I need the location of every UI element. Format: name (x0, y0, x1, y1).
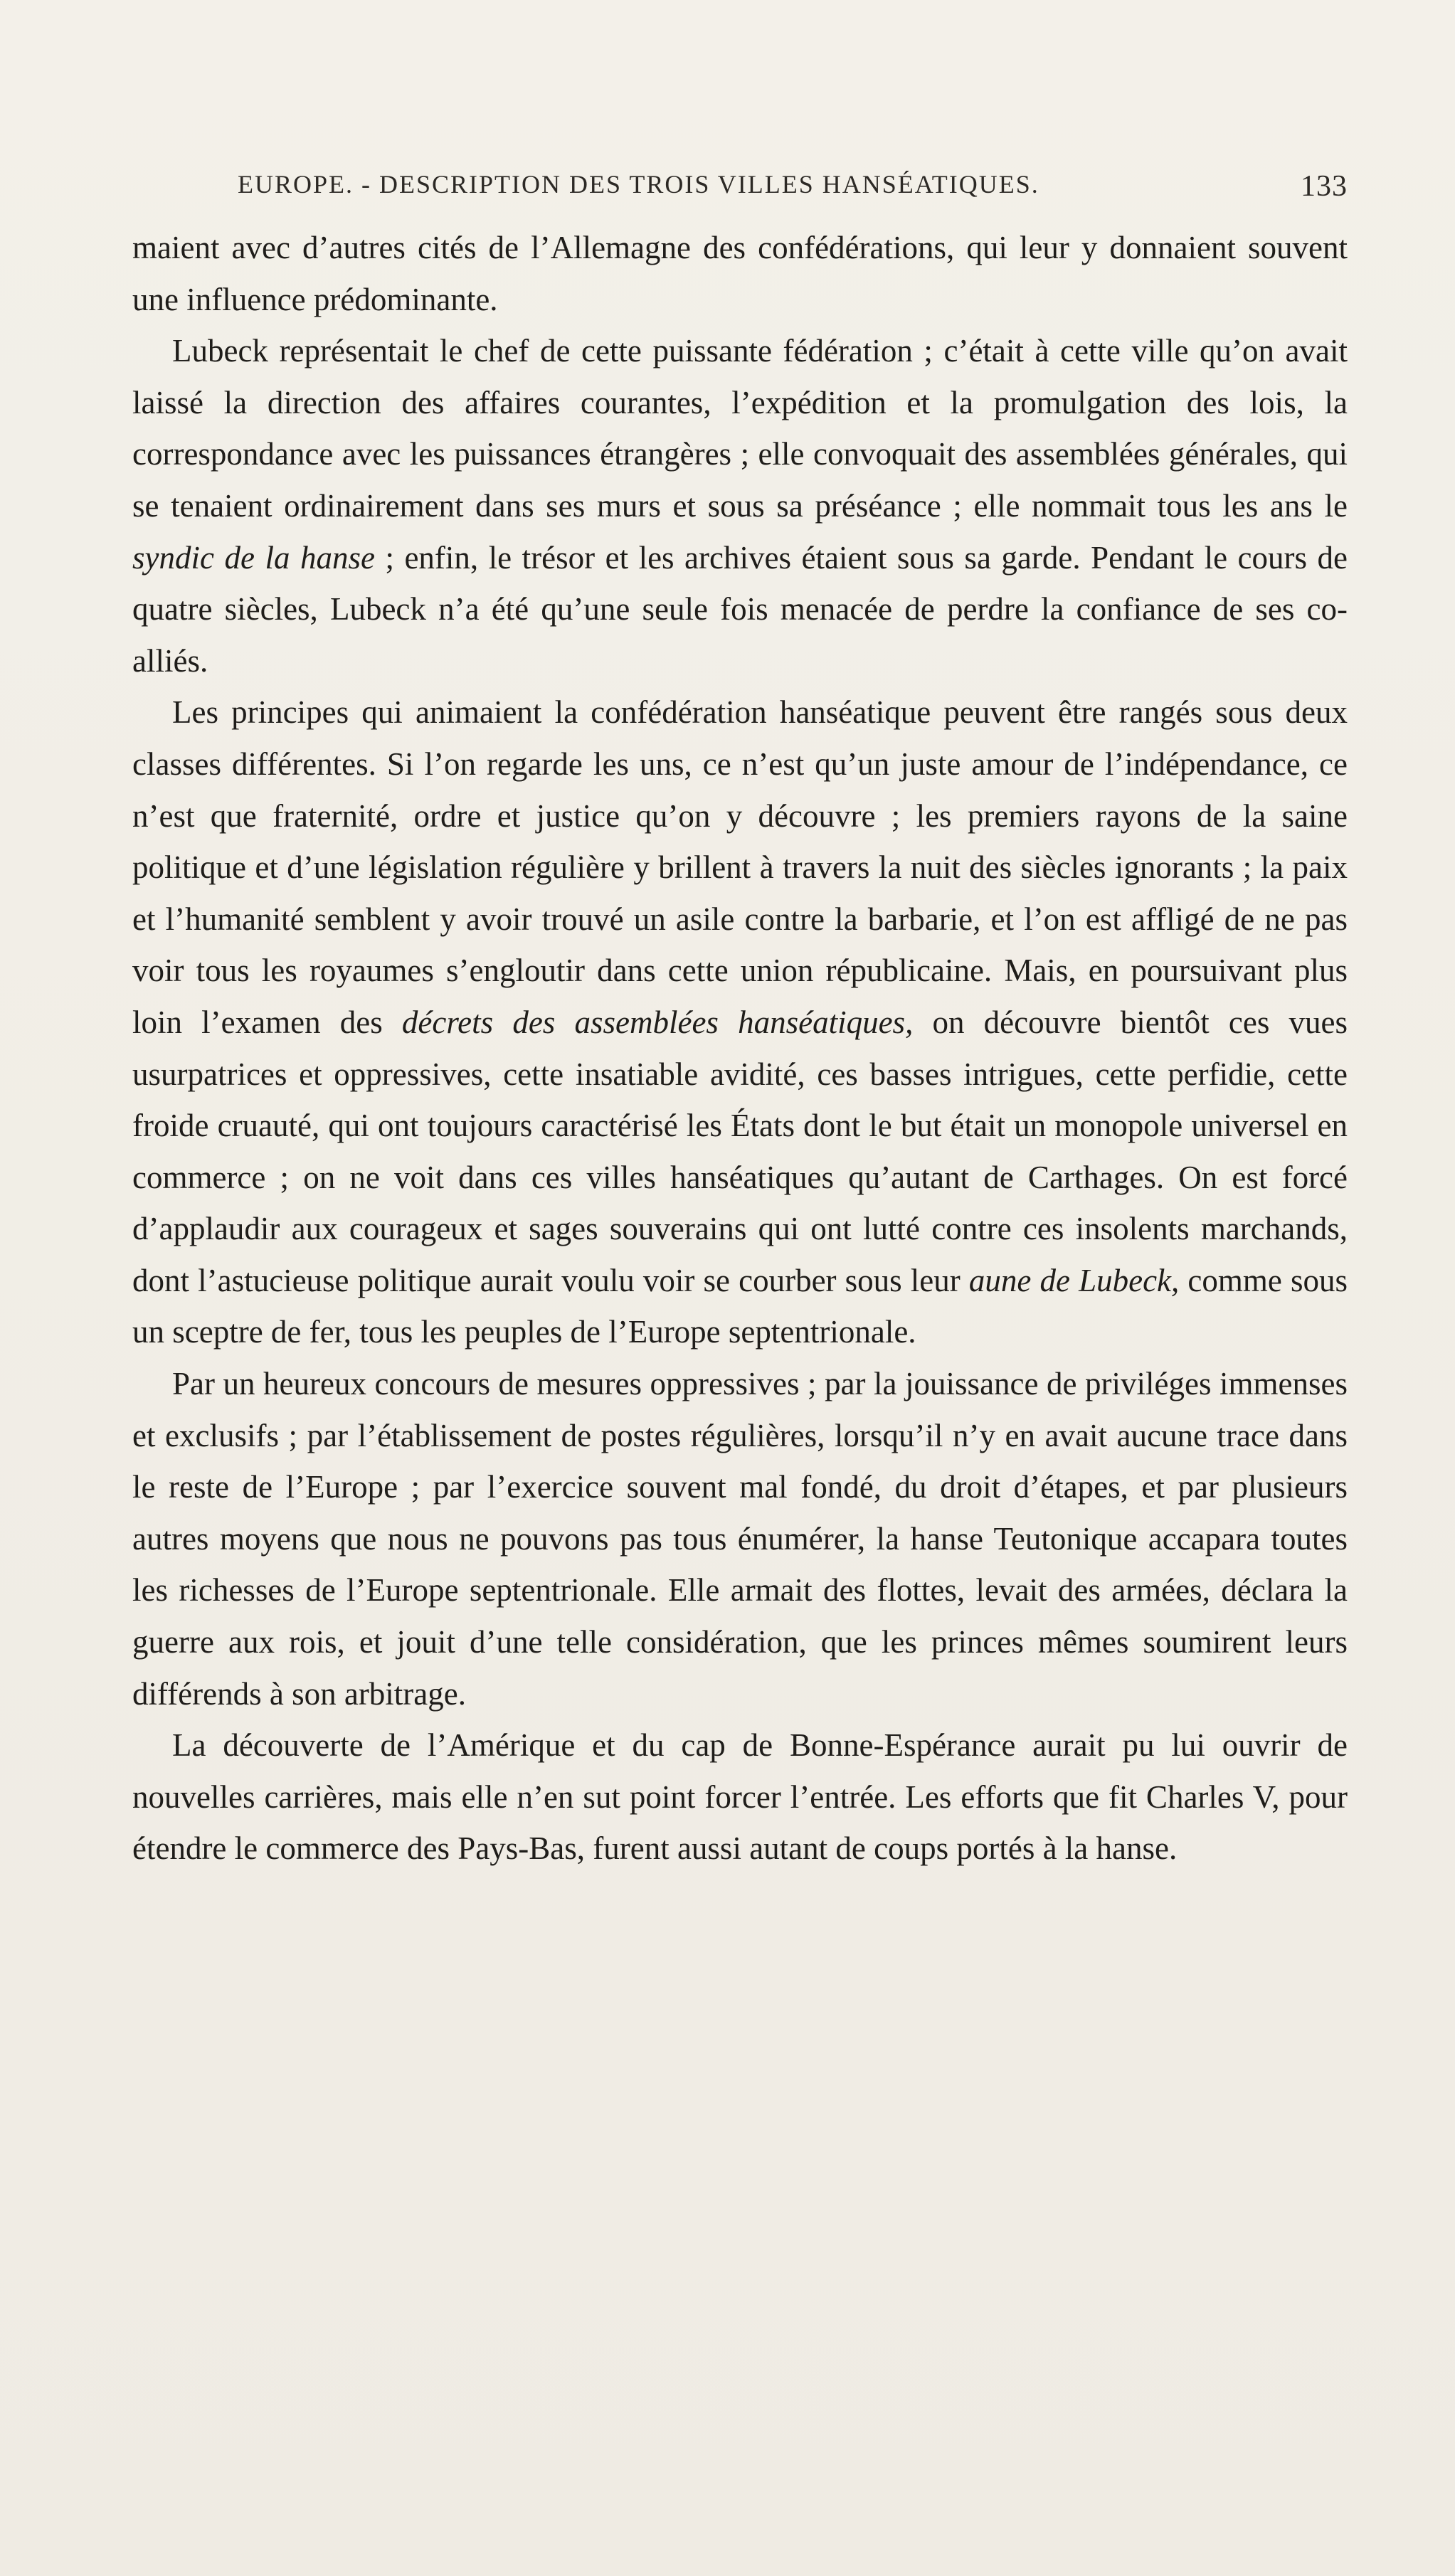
paragraph-3-text-a: Les principes qui animaient la confédération hanséatique peuvent être rangés sous deux classes différentes. Si l’on regarde les uns, ce n’est qu’un juste amour de l’indépendance, ce n’est que fraternité, ordre et justice qu’on y découvre ; les premiers rayons de la saine politique et d’une législation régulière y brillent à travers la nuit des siècles ignorants ; la paix et l’humanité semblent y avoir trouvé un asile contre la barbarie, et l’on est affligé de ne pas voir tous les royaumes s’engloutir dans cette union républicaine. Mais, en poursuivant plus loin l’examen des (132, 694, 1348, 1040)
body-text (132, 222, 1348, 1875)
paragraph-1 (132, 222, 1348, 325)
paragraph-3 (132, 687, 1348, 1358)
paragraph-3-text-c: comme sous un sceptre de fer, tous les peuples de l’Europe septentrionale. (132, 1262, 1348, 1350)
paragraph-2-text-a: Lubeck représentait le chef de cette puissante fédération ; c’était à cette ville qu’on avait laissé la direction des affaires courantes, l’expédition et la promulgation des lois, la correspondance avec les puissances étrangères ; elle convoquait des assemblées générales, qui se tenaient ordinairement dans ses murs et sous sa préséance ; elle nommait tous les ans le (132, 333, 1348, 524)
paragraph-2 (132, 325, 1348, 687)
paragraph-5-text: La découverte de l’Amérique et du cap de Bonne-Espérance aurait pu lui ouvrir de nouvelles carrières, mais elle n’en sut point forcer l’entrée. Les efforts que fit Charles V, pour étendre le commerce des Pays-Bas, furent aussi autant de coups portés à la hanse. (132, 1727, 1348, 1867)
paragraph-3-text-b: on découvre bientôt ces vues usurpatrices et oppressives, cette insatiable avidité, ces basses intrigues, cette perfidie, cette froide cruauté, qui ont toujours caractérisé les États dont le but était un monopole universel en commerce ; on ne voit dans ces villes hanséatiques qu’autant de Carthages. On est forcé d’applaudir aux courageux et sages souverains qui ont lutté contre ces insolents marchands, dont l’astucieuse politique aurait voulu voir se courber sous leur (132, 1004, 1348, 1298)
paragraph-2-text-b: ; enfin, le trésor et les archives étaient sous sa garde. Pendant le cours de quatre siècles, Lubeck n’a été qu’une seule fois menacée de perdre la confiance de ses co-alliés. (132, 539, 1348, 679)
running-head (238, 169, 1348, 205)
paragraph-4 (132, 1358, 1348, 1719)
italic-phrase-decrets: décrets des assemblées hanséatiques, (401, 1004, 914, 1040)
italic-phrase-syndic: syndic de la hanse (132, 539, 375, 576)
paragraph-1-text: maient avec d’autres cités de l’Allemagne des confédérations, qui leur y donnaient souvent une influence prédominante. (132, 230, 1348, 317)
running-title: EUROPE. - DESCRIPTION DES TROIS VILLES HANSÉATIQUES. (238, 170, 1039, 198)
paragraph-5 (132, 1719, 1348, 1875)
paragraph-4-text: Par un heureux concours de mesures oppressives ; par la jouissance de priviléges immenses et exclusifs ; par l’établissement de postes régulières, lorsqu’il n’y en avait aucune trace dans le reste de l’Europe ; par l’exercice souvent mal fondé, du droit d’étapes, et par plusieurs autres moyens que nous ne pouvons pas tous énumérer, la hanse Teutonique accapara toutes les richesses de l’Europe septentrionale. Elle armait des flottes, levait des armées, déclara la guerre aux rois, et jouit d’une telle considération, que les princes mêmes soumirent leurs différends à son arbitrage. (132, 1366, 1348, 1712)
page-number: 133 (1301, 170, 1348, 203)
italic-phrase-aune: aune de Lubeck, (968, 1262, 1180, 1298)
